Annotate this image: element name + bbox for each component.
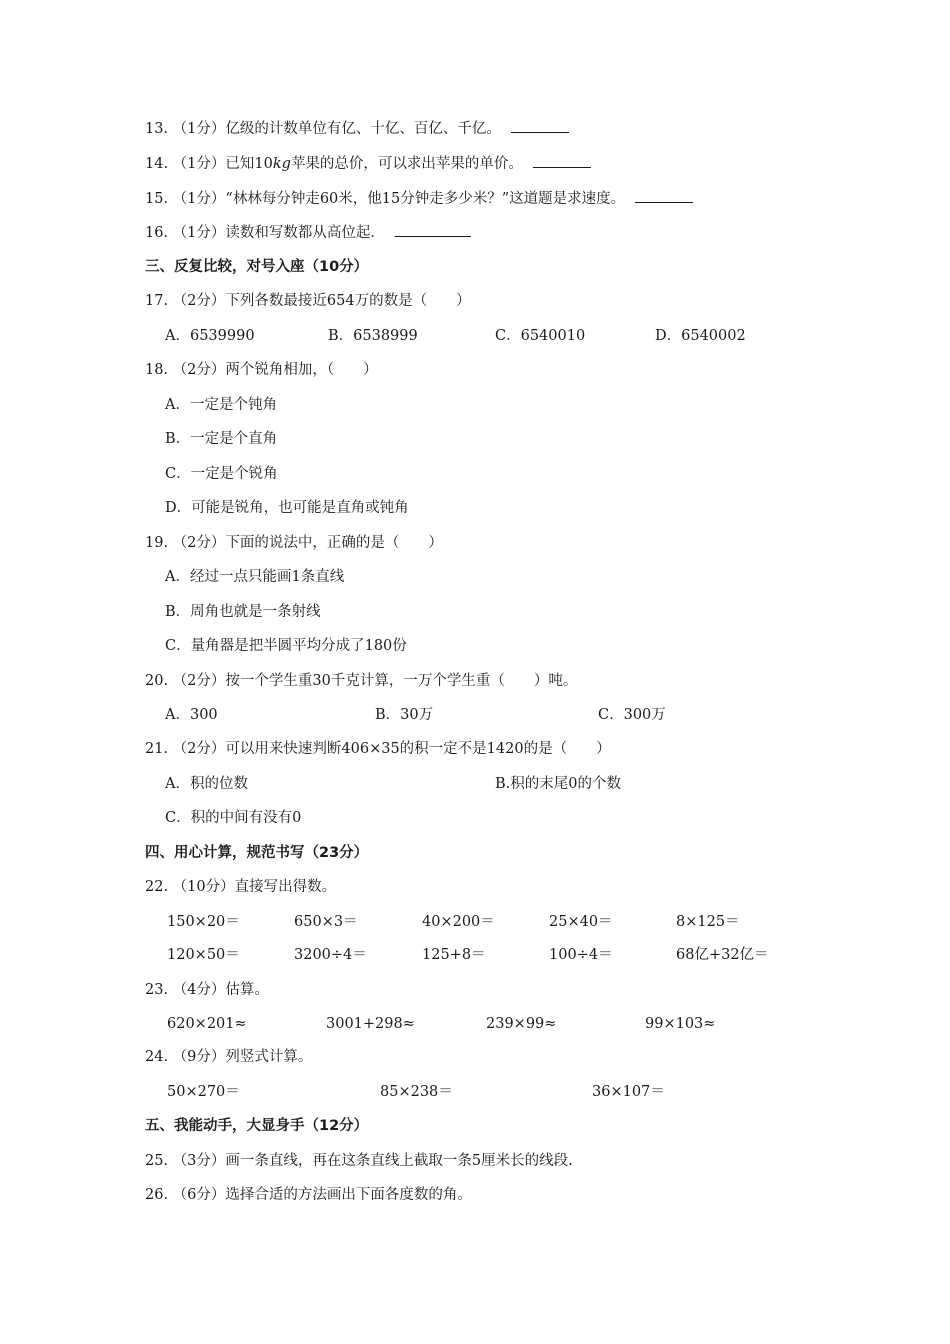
question-21 bbox=[145, 739, 611, 759]
calc-item: 125+8＝ bbox=[422, 947, 486, 963]
option-20-c[interactable]: C．300万 bbox=[598, 707, 666, 723]
option-17-d[interactable]: D．6540002 bbox=[655, 328, 746, 344]
question-number: 17. bbox=[145, 293, 169, 309]
question-text: 画一条直线，再在这条直线上截取一条5厘米长的线段. bbox=[225, 1153, 573, 1169]
question-score: （2分） bbox=[172, 535, 226, 551]
question-15 bbox=[145, 188, 693, 209]
option-18-d[interactable]: D．可能是锐角，也可能是直角或钝角 bbox=[165, 500, 409, 516]
answer-blank[interactable] bbox=[395, 222, 471, 237]
question-number: 15. bbox=[145, 191, 169, 207]
question-26 bbox=[145, 1185, 472, 1205]
question-score: （10分） bbox=[172, 879, 235, 895]
estimate-item: 3001+298≈ bbox=[326, 1016, 415, 1032]
option-21-a[interactable]: A．积的位数 bbox=[165, 776, 248, 792]
question-text: 估算。 bbox=[225, 982, 269, 998]
question-20 bbox=[145, 671, 577, 691]
question-score: （1分） bbox=[172, 191, 226, 207]
question-25 bbox=[145, 1151, 573, 1171]
option-21-c[interactable]: C．积的中间有没有0 bbox=[165, 810, 302, 826]
section-5-title: 五、我能动手，大显身手（12分） bbox=[145, 1118, 369, 1134]
question-score: （1分） bbox=[172, 121, 226, 137]
option-19-b[interactable]: B．周角也就是一条射线 bbox=[165, 604, 321, 620]
question-score: （6分） bbox=[172, 1187, 226, 1203]
calc-item: 25×40＝ bbox=[549, 914, 613, 930]
question-number: 26. bbox=[145, 1187, 169, 1203]
question-score: （2分） bbox=[172, 673, 226, 689]
question-text: 下面的说法中，正确的是（ ） bbox=[225, 535, 443, 551]
estimate-item: 620×201≈ bbox=[167, 1016, 247, 1032]
option-17-a[interactable]: A．6539990 bbox=[165, 328, 255, 344]
option-18-b[interactable]: B．一定是个直角 bbox=[165, 431, 278, 447]
calc-item: 40×200＝ bbox=[422, 914, 495, 930]
question-text: 读数和写数都从高位起． bbox=[225, 225, 385, 241]
question-score: （2分） bbox=[172, 293, 226, 309]
option-19-a[interactable]: A．经过一点只能画1条直线 bbox=[165, 569, 345, 585]
question-number: 13. bbox=[145, 121, 169, 137]
question-number: 23. bbox=[145, 982, 169, 998]
vertical-calc-item: 50×270＝ bbox=[167, 1084, 240, 1100]
calc-item: 3200÷4＝ bbox=[294, 947, 367, 963]
question-text: 选择合适的方法画出下面各度数的角。 bbox=[225, 1187, 472, 1203]
option-21-b[interactable]: B.积的末尾0的个数 bbox=[495, 776, 621, 792]
question-number: 22. bbox=[145, 879, 169, 895]
question-text: 下列各数最接近654万的数是（ ） bbox=[225, 293, 471, 309]
question-number: 24. bbox=[145, 1049, 169, 1065]
question-number: 19. bbox=[145, 535, 169, 551]
question-score: （2分） bbox=[172, 362, 226, 378]
question-22 bbox=[145, 877, 336, 897]
question-23 bbox=[145, 980, 269, 1000]
question-text: 列竖式计算。 bbox=[225, 1049, 313, 1065]
question-score: （4分） bbox=[172, 982, 226, 998]
section-3-title: 三、反复比较，对号入座（10分） bbox=[145, 259, 369, 275]
estimate-item: 239×99≈ bbox=[486, 1016, 557, 1032]
unit-kg: kg bbox=[272, 156, 291, 172]
question-text-pre: 已知10 bbox=[225, 156, 273, 172]
question-score: （9分） bbox=[172, 1049, 226, 1065]
question-number: 16. bbox=[145, 225, 169, 241]
question-text: 亿级的计数单位有亿、十亿、百亿、千亿。 bbox=[225, 121, 501, 137]
answer-blank[interactable] bbox=[511, 118, 569, 133]
option-17-b[interactable]: B．6538999 bbox=[328, 328, 418, 344]
question-18 bbox=[145, 360, 378, 380]
question-24 bbox=[145, 1047, 312, 1067]
question-text: 按一个学生重30千克计算，一万个学生重（ ）吨。 bbox=[225, 673, 578, 689]
calc-item: 650×3＝ bbox=[294, 914, 358, 930]
question-number: 18. bbox=[145, 362, 169, 378]
question-number: 14. bbox=[145, 156, 169, 172]
question-text: 两个锐角相加，（ ） bbox=[225, 362, 378, 378]
question-score: （2分） bbox=[172, 741, 226, 757]
calc-item: 100÷4＝ bbox=[549, 947, 613, 963]
question-text-post: 苹果的总价，可以求出苹果的单价。 bbox=[290, 156, 523, 172]
question-13 bbox=[145, 118, 569, 139]
question-17 bbox=[145, 291, 471, 311]
vertical-calc-item: 36×107＝ bbox=[592, 1084, 665, 1100]
option-18-c[interactable]: C．一定是个锐角 bbox=[165, 466, 278, 482]
question-text: 直接写出得数。 bbox=[234, 879, 337, 895]
question-number: 25. bbox=[145, 1153, 169, 1169]
question-14 bbox=[145, 153, 591, 174]
estimate-item: 99×103≈ bbox=[645, 1016, 716, 1032]
section-4-title: 四、用心计算，规范书写（23分） bbox=[145, 845, 369, 861]
question-text: 可以用来快速判断406×35的积一定不是1420的是（ ） bbox=[225, 741, 611, 757]
question-number: 21. bbox=[145, 741, 169, 757]
question-score: （3分） bbox=[172, 1153, 226, 1169]
question-number: 20. bbox=[145, 673, 169, 689]
option-20-a[interactable]: A．300 bbox=[165, 707, 218, 723]
calc-item: 68亿+32亿＝ bbox=[676, 947, 769, 963]
question-16 bbox=[145, 222, 471, 243]
answer-blank[interactable] bbox=[635, 188, 693, 203]
option-18-a[interactable]: A．一定是个钝角 bbox=[165, 397, 277, 413]
option-20-b[interactable]: B．30万 bbox=[375, 707, 434, 723]
question-score: （1分） bbox=[172, 225, 226, 241]
option-19-c[interactable]: C．量角器是把半圆平均分成了180份 bbox=[165, 638, 407, 654]
answer-blank[interactable] bbox=[533, 153, 591, 168]
question-text: “林林每分钟走60米，他15分钟走多少米？”这道题是求速度。 bbox=[225, 191, 626, 207]
question-19 bbox=[145, 533, 443, 553]
calc-item: 8×125＝ bbox=[676, 914, 740, 930]
calc-item: 120×50＝ bbox=[167, 947, 240, 963]
vertical-calc-item: 85×238＝ bbox=[380, 1084, 453, 1100]
option-17-c[interactable]: C．6540010 bbox=[495, 328, 586, 344]
calc-item: 150×20＝ bbox=[167, 914, 240, 930]
question-score: （1分） bbox=[172, 156, 226, 172]
